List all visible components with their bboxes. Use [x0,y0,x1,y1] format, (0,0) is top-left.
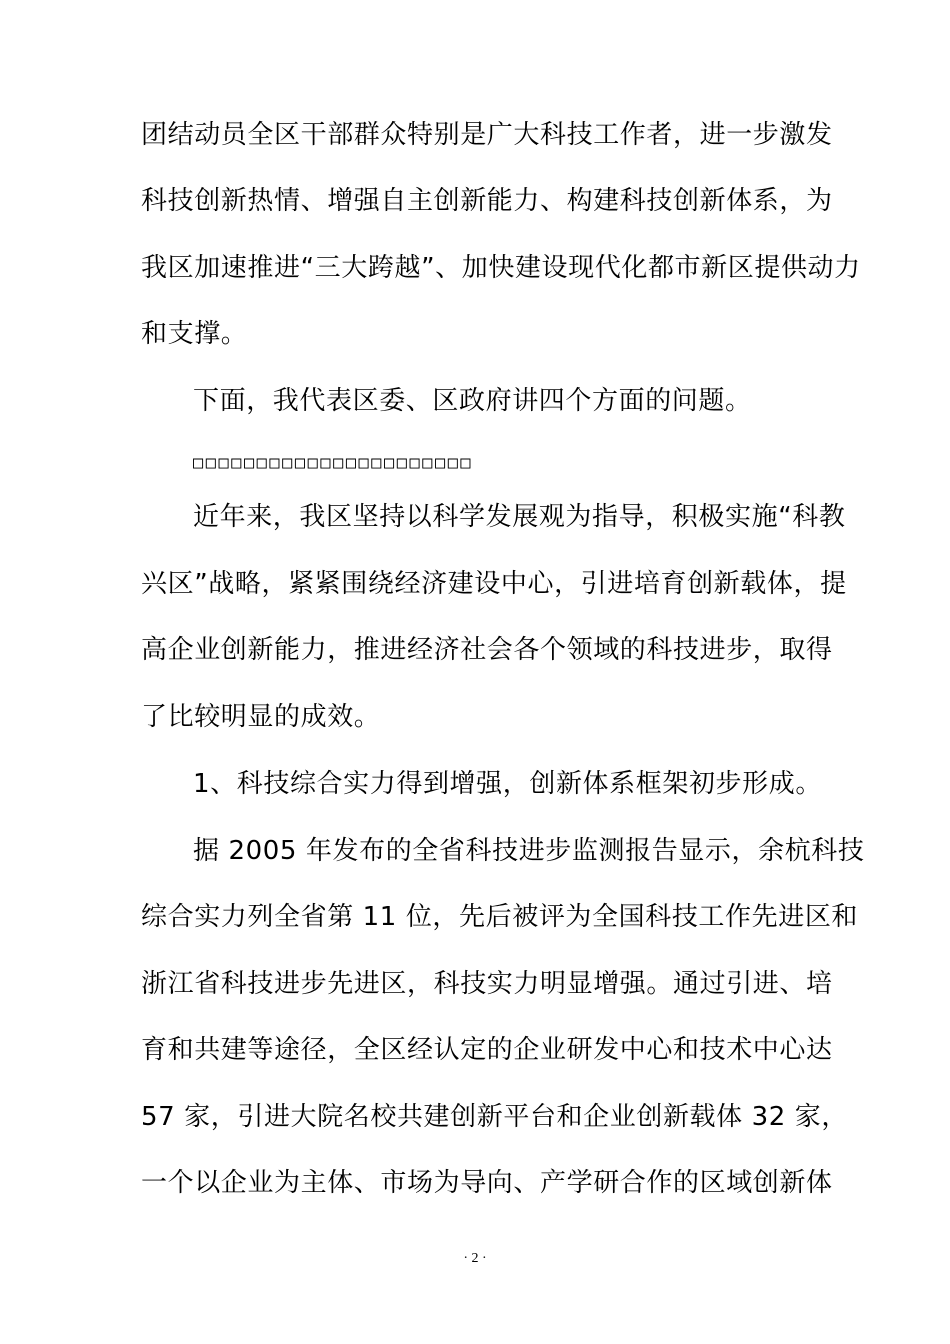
subheading-1: 1、科技综合实力得到增强，创新体系框架初步形成。 [193,769,822,799]
text-line-15: 育和共建等途径，全区经认定的企业研发中心和技术中心达 [141,1035,833,1065]
text-line-2: 科技创新热情、增强自主创新能力、构建科技创新体系，为 [141,186,833,216]
text-line-1: 团结动员全区干部群众特别是广大科技工作者，进一步激发 [141,120,833,150]
text-line-9: 高企业创新能力，推进经济社会各个领域的科技进步，取得 [141,635,833,665]
text-line-17: 一个以企业为主体、市场为导向、产学研合作的区域创新体 [141,1168,833,1198]
text-line-12: 据 2005 年发布的全省科技进步监测报告显示，余杭科技 [193,836,865,866]
text-line-3: 我区加速推进“三大跨越”、加快建设现代化都市新区提供动力 [141,253,861,283]
text-line-4: 和支撑。 [141,319,248,349]
text-line-13: 综合实力列全省第 11 位，先后被评为全国科技工作先进区和 [141,902,859,932]
section-heading-placeholder [193,452,473,474]
text-line-10: 了比较明显的成效。 [141,702,381,732]
intro-sentence: 下面，我代表区委、区政府讲四个方面的问题。 [193,386,752,416]
unrendered-glyph-row: □□□□□□□□□□□□□□□□□□□□□□ [193,453,474,473]
text-line-8: 兴区”战略，紧紧围绕经济建设中心，引进培育创新载体，提 [141,569,847,599]
text-line-16: 57 家，引进大院名校共建创新平台和企业创新载体 32 家， [141,1102,848,1132]
text-line-7: 近年来，我区坚持以科学发展观为指导，积极实施“科教 [193,502,846,532]
text-line-14: 浙江省科技进步先进区，科技实力明显增强。通过引进、培 [141,969,833,999]
page-number: · 2 · [463,1251,487,1266]
